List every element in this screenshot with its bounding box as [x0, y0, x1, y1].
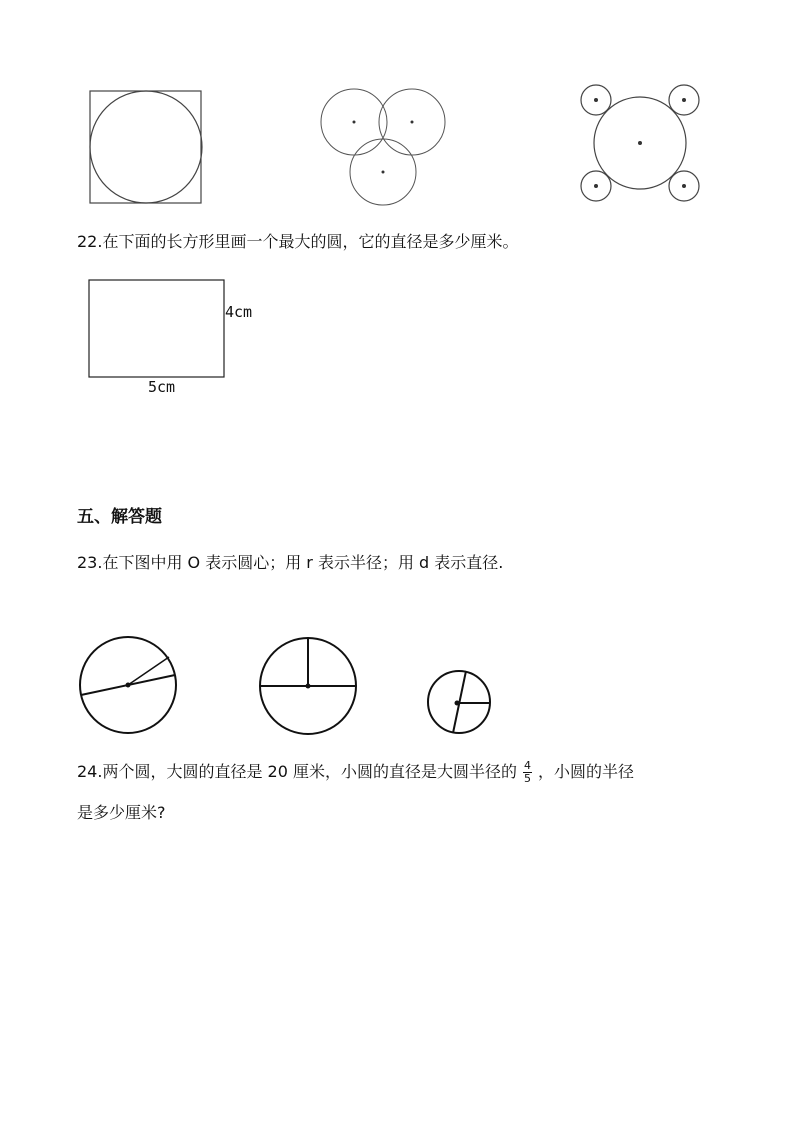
question-24-part1: 24.两个圆，大圆的直径是 20 厘米，小圆的直径是大圆半径的: [77, 762, 517, 781]
question-22-text: 22.在下面的长方形里画一个最大的圆，它的直径是多少厘米。: [77, 232, 519, 251]
question-23-text: 23.在下图中用 O 表示圆心；用 r 表示半径；用 d 表示直径.: [77, 553, 504, 572]
question-24-line2: 是多少厘米?: [77, 803, 166, 822]
center-dot: [126, 683, 131, 688]
section-heading: 五、解答题: [77, 507, 162, 527]
fraction-numerator: 4: [523, 759, 531, 772]
fraction-denominator: 5: [523, 772, 531, 785]
rect-height-label: 4cm: [225, 303, 253, 321]
question-24-line1: [77, 760, 634, 785]
question-24-part2: ，小圆的半径: [537, 762, 634, 781]
center-dot: [455, 701, 460, 706]
rect-width-label: 5cm: [148, 378, 176, 396]
center-dot: [306, 684, 311, 689]
fraction: [523, 760, 532, 785]
